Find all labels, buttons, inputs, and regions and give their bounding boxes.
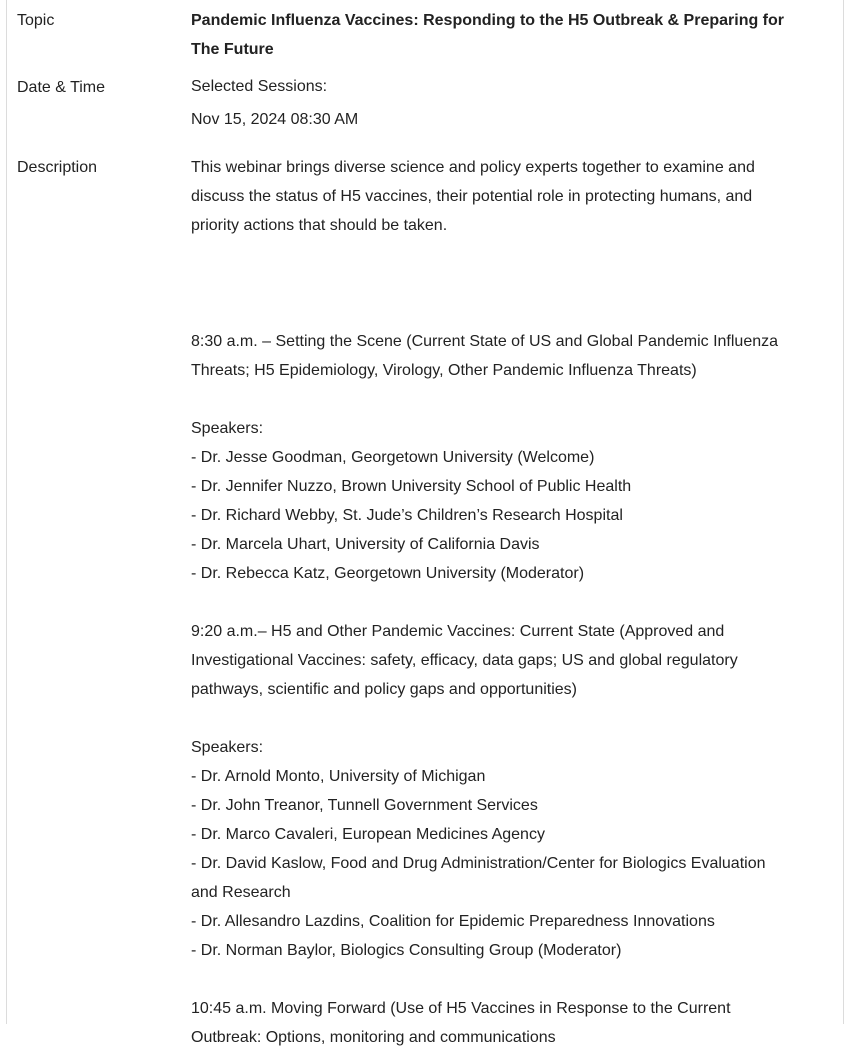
speaker-item: and Research <box>191 884 291 901</box>
session-title-line: Outbreak: Options, monitoring and communications <box>191 1029 556 1046</box>
sessions-text: Selected Sessions: <box>191 78 328 95</box>
speaker-item: - Dr. Jesse Goodman, Georgetown University (Welcome) <box>191 449 595 466</box>
intro-line: discuss the status of H5 vaccines, their potential role in protecting humans, and <box>191 188 753 205</box>
intro-line: priority actions that should be taken. <box>191 217 448 234</box>
topic-line: The Future <box>191 41 274 58</box>
speaker-item: - Dr. Arnold Monto, University of Michigan <box>191 768 486 785</box>
session-title-line: pathways, scientific and policy gaps and opportunities) <box>191 681 577 698</box>
speaker-item: - Dr. Marco Cavaleri, European Medicines Agency <box>191 826 545 843</box>
intro-line: This webinar brings diverse science and policy experts together to examine and <box>191 159 755 176</box>
description-label: Description <box>17 159 98 176</box>
datetime-value <box>191 72 831 134</box>
webinar-details-table <box>6 0 844 1046</box>
speaker-item: - Dr. Jennifer Nuzzo, Brown University School of Public Health <box>191 478 632 495</box>
speakers-label: Speakers: <box>191 739 264 756</box>
session-title-line: Investigational Vaccines: safety, efficacy, data gaps; US and global regulatory <box>191 652 738 669</box>
session-title-line: 8:30 a.m. – Setting the Scene (Current State of US and Global Pandemic Influenza <box>191 333 779 350</box>
session-title-line: 10:45 a.m. Moving Forward (Use of H5 Vaccines in Response to the Current <box>191 1000 731 1017</box>
speaker-item: - Dr. Richard Webby, St. Jude’s Children’s Research Hospital <box>191 507 623 524</box>
speaker-item: - Dr. David Kaslow, Food and Drug Administration/Center for Biologics Evaluation <box>191 855 766 872</box>
speaker-item: - Dr. Marcela Uhart, University of California Davis <box>191 536 540 553</box>
topic-value <box>191 6 831 64</box>
session-title-line: 9:20 a.m.– H5 and Other Pandemic Vaccines: Current State (Approved and <box>191 623 725 640</box>
topic-label: Topic <box>17 12 55 29</box>
speakers-label: Speakers: <box>191 420 264 437</box>
datetime-label: Date & Time <box>17 79 106 96</box>
topic-line: Pandemic Influenza Vaccines: Responding to the H5 Outbreak & Preparing for <box>191 12 785 29</box>
speaker-item: - Dr. Norman Baylor, Biologics Consulting Group (Moderator) <box>191 942 622 959</box>
session-title-line: Threats; H5 Epidemiology, Virology, Other Pandemic Influenza Threats) <box>191 362 697 379</box>
session-date: Nov 15, 2024 08:30 AM <box>191 111 359 128</box>
speaker-item: - Dr. John Treanor, Tunnell Government Services <box>191 797 538 814</box>
description-value <box>191 153 831 1052</box>
speaker-item: - Dr. Rebecca Katz, Georgetown University (Moderator) <box>191 565 585 582</box>
speaker-item: - Dr. Allesandro Lazdins, Coalition for Epidemic Preparedness Innovations <box>191 913 715 930</box>
